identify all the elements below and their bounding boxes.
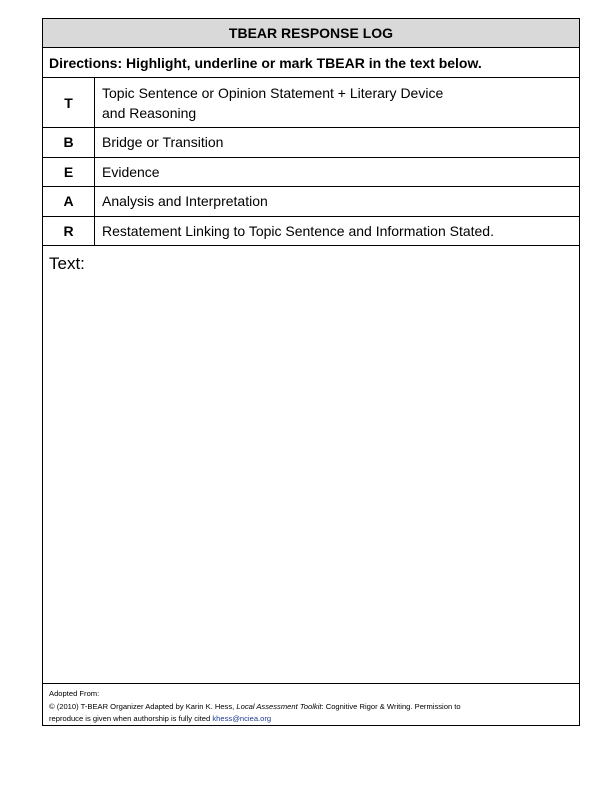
directions-text: Directions: Highlight, underline or mark TBEAR in the text below. [43, 48, 579, 78]
row-letter: T [43, 78, 95, 127]
row-letter: B [43, 128, 95, 157]
row-description: Analysis and Interpretation [102, 193, 268, 210]
text-label: Text: [49, 254, 85, 273]
row-description: Bridge or Transition [102, 134, 224, 151]
row-description-line: and Reasoning [102, 104, 197, 121]
tbear-row-r [43, 217, 579, 247]
row-description-line: Topic Sentence or Opinion Statement + Literary Device [102, 84, 444, 101]
row-description [95, 78, 443, 127]
tbear-row-e [43, 158, 579, 188]
author-email-link[interactable]: khess@nciea.org [212, 714, 272, 723]
text-response-area[interactable] [43, 246, 579, 684]
row-description: Evidence [102, 163, 160, 180]
row-letter: R [43, 217, 95, 246]
form-title: TBEAR RESPONSE LOG [43, 19, 579, 48]
tbear-row-a [43, 187, 579, 217]
row-description: Restatement Linking to Topic Sentence and Information Stated. [102, 222, 494, 239]
tbear-row-b [43, 128, 579, 158]
tbear-response-log-form [42, 18, 580, 726]
tbear-row-t [43, 78, 579, 128]
citation-footer [43, 684, 579, 726]
footer-line: reproduce is given when authorship is fully cited khess@nciea.org [49, 714, 272, 723]
footer-line: © (2010) T-BEAR Organizer Adapted by Karin K. Hess, Local Assessment Toolkit: Cognitive Rigor & Writing. Permission to [49, 701, 461, 711]
row-letter: E [43, 158, 95, 187]
row-letter: A [43, 187, 95, 216]
footer-line: Adopted From: [49, 689, 100, 698]
